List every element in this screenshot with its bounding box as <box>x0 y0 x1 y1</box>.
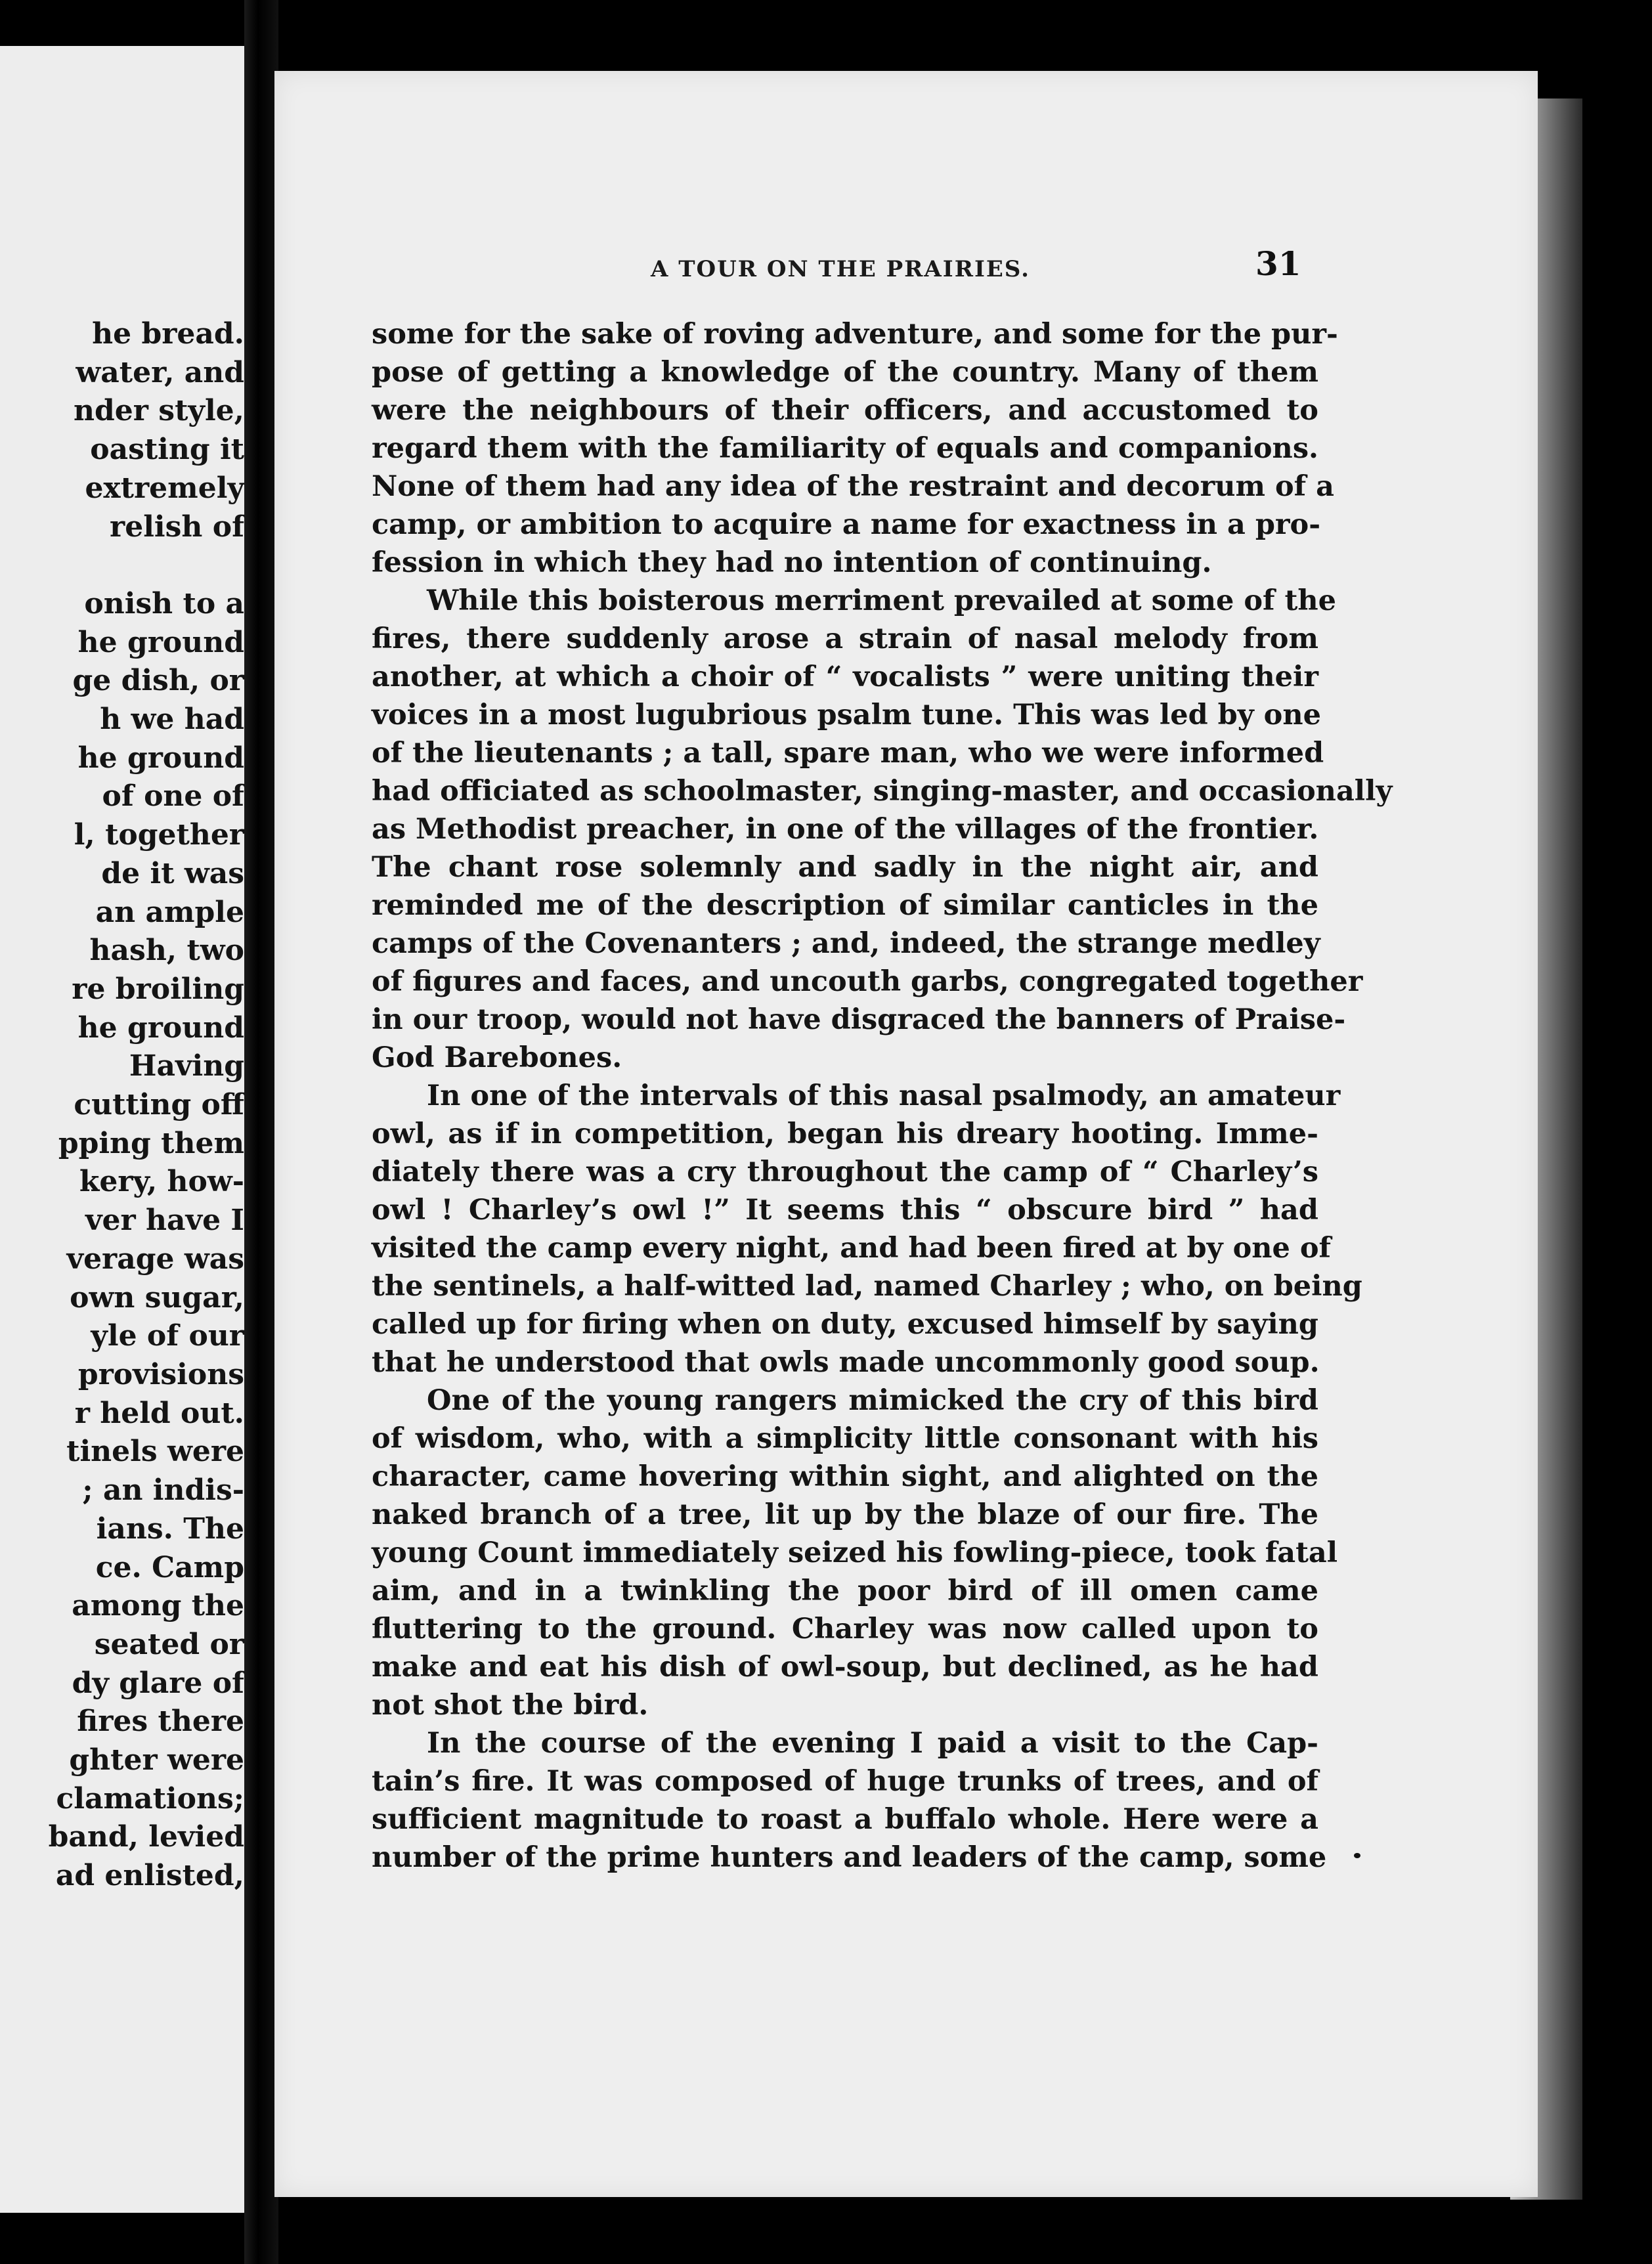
left-page-line-fragment: r held out. <box>74 1396 244 1430</box>
left-page-line-fragment: among the <box>72 1589 244 1623</box>
left-page-line-fragment: he bread. <box>92 317 244 351</box>
text-line: were the neighbours of their officers, and accustomed to <box>372 394 1318 427</box>
text-line: naked branch of a tree, lit up by the blaze of our fire. The <box>372 1498 1318 1531</box>
text-line: fires, there suddenly arose a strain of nasal melody from <box>372 622 1318 655</box>
text-line: had officiated as schoolmaster, singing-master, and occasionally <box>372 775 1393 808</box>
left-page-line-fragment: onish to a <box>84 586 244 620</box>
text-line: camp, or ambition to acquire a name for exactness in a pro- <box>372 508 1321 541</box>
text-line: number of the prime hunters and leaders of the camp, some <box>372 1841 1327 1874</box>
text-line: fession in which they had no intention of continuing. <box>372 546 1212 579</box>
text-line: While this boisterous merriment prevailed at some of the <box>427 584 1336 617</box>
ink-speck <box>1354 1853 1360 1858</box>
left-page-line-fragment: provisions <box>77 1357 244 1391</box>
text-line: of the lieutenants ; a tall, spare man, who we were informed <box>372 737 1324 770</box>
left-page-text <box>0 315 244 1896</box>
left-page-line-fragment: band, levied <box>48 1820 244 1854</box>
body-text <box>372 315 1393 1877</box>
text-line: make and eat his dish of owl-soup, but declined, as he had <box>372 1651 1318 1684</box>
left-page-line-fragment: ad enlisted, <box>55 1859 244 1893</box>
text-line: None of them had any idea of the restraint and decorum of a <box>372 470 1334 503</box>
left-page-line-fragment: fires there <box>77 1705 244 1739</box>
text-line: In the course of the evening I paid a visit to the Cap- <box>427 1727 1318 1760</box>
left-page-line-fragment: extremely <box>85 471 244 505</box>
left-page-line-fragment: water, and <box>76 355 244 389</box>
left-page-line-fragment: seated or <box>94 1627 244 1661</box>
left-page-line-fragment: relish of <box>110 510 244 544</box>
left-page-line-fragment: kery, how- <box>79 1165 244 1199</box>
left-page-line-fragment: he ground <box>77 741 244 775</box>
left-page-line-fragment: l, together <box>74 818 244 852</box>
text-line: The chant rose solemnly and sadly in the night air, and <box>372 851 1318 884</box>
text-line: tain’s fire. It was composed of huge trunks of trees, and of <box>372 1765 1318 1798</box>
text-line: some for the sake of roving adventure, and some for the pur- <box>372 318 1338 351</box>
left-page-line-fragment: own sugar, <box>70 1280 244 1315</box>
left-page-line-fragment: verage was <box>66 1242 244 1276</box>
text-line: of figures and faces, and uncouth garbs, congregated together <box>372 965 1363 998</box>
text-line: the sentinels, a half-witted lad, named Charley ; who, on being <box>372 1270 1362 1303</box>
text-line: owl, as if in competition, began his dreary hooting. Imme- <box>372 1118 1318 1150</box>
left-page-line-fragment: h we had <box>100 703 244 737</box>
text-line: pose of getting a knowledge of the country. Many of them <box>372 356 1318 389</box>
left-page <box>0 46 244 2213</box>
page-number: 31 <box>1255 244 1301 283</box>
left-page-line-fragment: of one of <box>102 779 244 814</box>
left-page-line-fragment: ge dish, or <box>72 664 244 698</box>
text-line: that he understood that owls made uncommonly good soup. <box>372 1346 1320 1379</box>
text-line: fluttering to the ground. Charley was now called upon to <box>372 1613 1318 1645</box>
left-page-line-fragment: ver have I <box>85 1204 244 1238</box>
text-line: in our troop, would not have disgraced the banners of Praise- <box>372 1003 1346 1036</box>
left-page-line-fragment: pping them <box>58 1126 244 1160</box>
left-page-line-fragment: cutting off <box>74 1088 244 1122</box>
left-page-line-fragment: oasting it <box>90 433 244 467</box>
left-page-line-fragment: tinels were <box>66 1435 244 1469</box>
text-line: owl ! Charley’s owl !” It seems this “ obscure bird ” had <box>372 1194 1318 1227</box>
left-page-line-fragment: nder style, <box>74 394 244 428</box>
left-page-line-fragment: an ample <box>95 895 244 929</box>
text-line: aim, and in a twinkling the poor bird of ill omen came <box>372 1575 1318 1607</box>
left-page-line-fragment: he ground <box>77 1011 244 1045</box>
text-line: of wisdom, who, with a simplicity little consonant with his <box>372 1422 1318 1455</box>
text-line: In one of the intervals of this nasal psalmody, an amateur <box>427 1079 1341 1112</box>
left-page-line-fragment: ; an indis- <box>82 1473 244 1508</box>
text-line: as Methodist preacher, in one of the villages of the frontier. <box>372 813 1319 846</box>
left-page-line-fragment: Having <box>129 1049 244 1083</box>
text-line: One of the young rangers mimicked the cry of this bird <box>427 1384 1318 1417</box>
text-line: young Count immediately seized his fowling-piece, took fatal <box>372 1536 1338 1569</box>
text-line: another, at which a choir of “ vocalists ” were uniting their <box>372 661 1318 693</box>
left-page-line-fragment: re broiling <box>72 972 244 1006</box>
text-line: character, came hovering within sight, and alighted on the <box>372 1460 1318 1493</box>
book-gutter <box>244 0 278 2264</box>
text-line: reminded me of the description of similar canticles in the <box>372 889 1318 922</box>
text-line: camps of the Covenanters ; and, indeed, the strange medley <box>372 927 1320 960</box>
text-line: sufficient magnitude to roast a buffalo whole. Here were a <box>372 1803 1318 1836</box>
text-line: diately there was a cry throughout the camp of “ Charley’s <box>372 1156 1318 1188</box>
left-page-line-fragment: ians. The <box>96 1512 244 1546</box>
text-line: visited the camp every night, and had been fired at by one of <box>372 1232 1332 1265</box>
text-line: God Barebones. <box>372 1041 622 1074</box>
left-page-line-fragment: he ground <box>77 625 244 659</box>
left-page-line-fragment: clamations; <box>56 1781 244 1816</box>
left-page-line-fragment: ghter were <box>69 1743 244 1777</box>
text-line: called up for firing when on duty, excused himself by saying <box>372 1308 1318 1341</box>
running-head: A TOUR ON THE PRAIRIES. <box>651 256 1030 282</box>
text-line: voices in a most lugubrious psalm tune. This was led by one <box>372 699 1321 731</box>
left-page-line-fragment: dy glare of <box>72 1666 244 1700</box>
left-page-line-fragment: hash, two <box>89 934 244 968</box>
text-line: not shot the bird. <box>372 1689 649 1722</box>
left-page-line-fragment: de it was <box>101 856 244 890</box>
left-page-line-fragment: yle of our <box>91 1319 244 1353</box>
left-page-line-fragment: ce. Camp <box>95 1550 244 1584</box>
text-line: regard them with the familiarity of equals and companions. <box>372 432 1318 465</box>
